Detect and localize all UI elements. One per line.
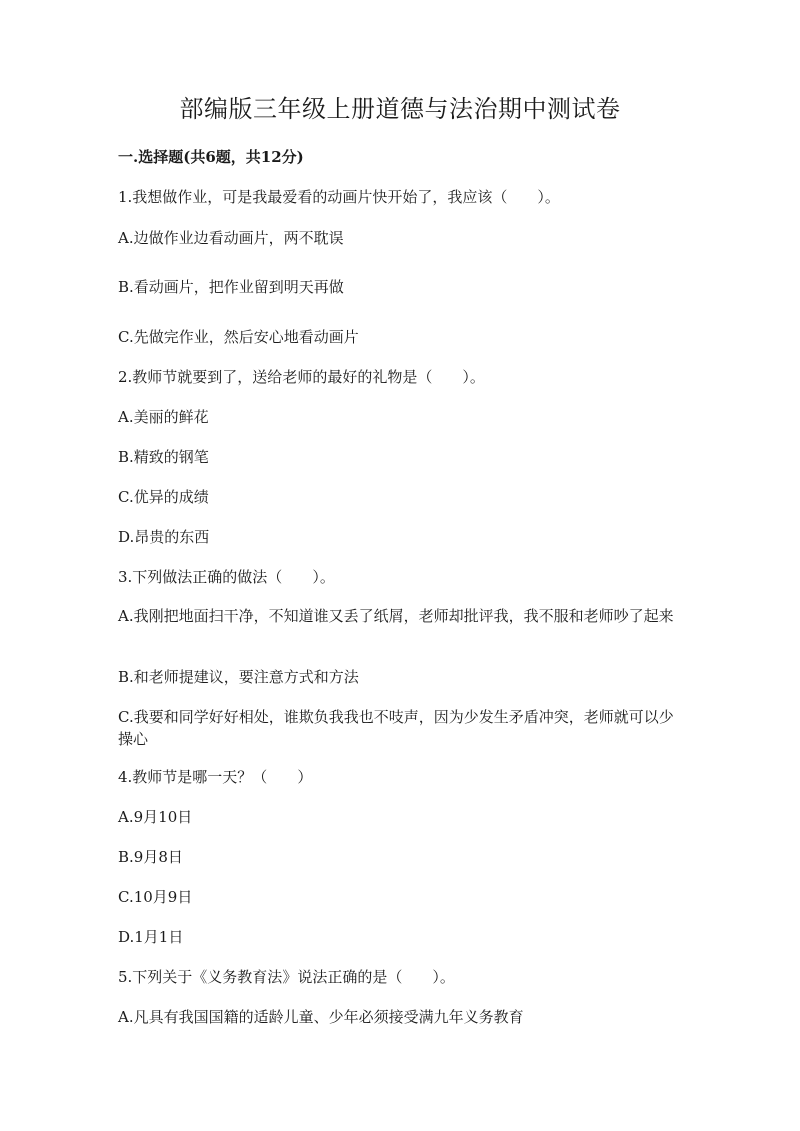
question-5-stem: 5.下列关于《义务教育法》说法正确的是（ ）。	[118, 968, 455, 986]
question-3-option-a: A.我刚把地面扫干净，不知道谁又丢了纸屑，老师却批评我，我不服和老师吵了起来	[118, 607, 674, 625]
question-4-option-c: C.10月9日	[118, 888, 193, 906]
question-4-option-b: B.9月8日	[118, 848, 183, 866]
question-4-option-a: A.9月10日	[118, 808, 193, 826]
question-2-option-c: C.优异的成绩	[118, 488, 209, 506]
question-3-option-c: C.我要和同学好好相处，谁欺负我我也不吱声，因为少发生矛盾冲突，老师就可以少操心	[118, 708, 674, 748]
question-1-option-c: C.先做完作业，然后安心地看动画片	[118, 328, 359, 346]
page-title: 部编版三年级上册道德与法治期中测试卷	[179, 95, 621, 123]
question-4-option-d: D.1月1日	[118, 928, 184, 946]
question-5-option-a: A.凡具有我国国籍的适龄儿童、少年必须接受满九年义务教育	[118, 1008, 524, 1026]
section-heading: 一.选择题(共6题，共12分)	[118, 148, 304, 166]
question-2-option-a: A.美丽的鲜花	[118, 408, 209, 426]
question-3-option-b: B.和老师提建议，要注意方式和方法	[118, 668, 359, 686]
question-2-option-b: B.精致的钢笔	[118, 448, 209, 466]
question-1-option-b: B.看动画片，把作业留到明天再做	[118, 278, 344, 296]
question-1-stem: 1.我想做作业，可是我最爱看的动画片快开始了，我应该（ ）。	[118, 188, 560, 206]
question-4-stem: 4.教师节是哪一天？（ ）	[118, 768, 313, 786]
question-2-stem: 2.教师节就要到了，送给老师的最好的礼物是（ ）。	[118, 368, 485, 386]
question-1-option-a: A.边做作业边看动画片，两不耽误	[118, 229, 344, 247]
question-2-option-d: D.昂贵的东西	[118, 528, 210, 546]
question-3-stem: 3.下列做法正确的做法（ ）。	[118, 568, 335, 586]
